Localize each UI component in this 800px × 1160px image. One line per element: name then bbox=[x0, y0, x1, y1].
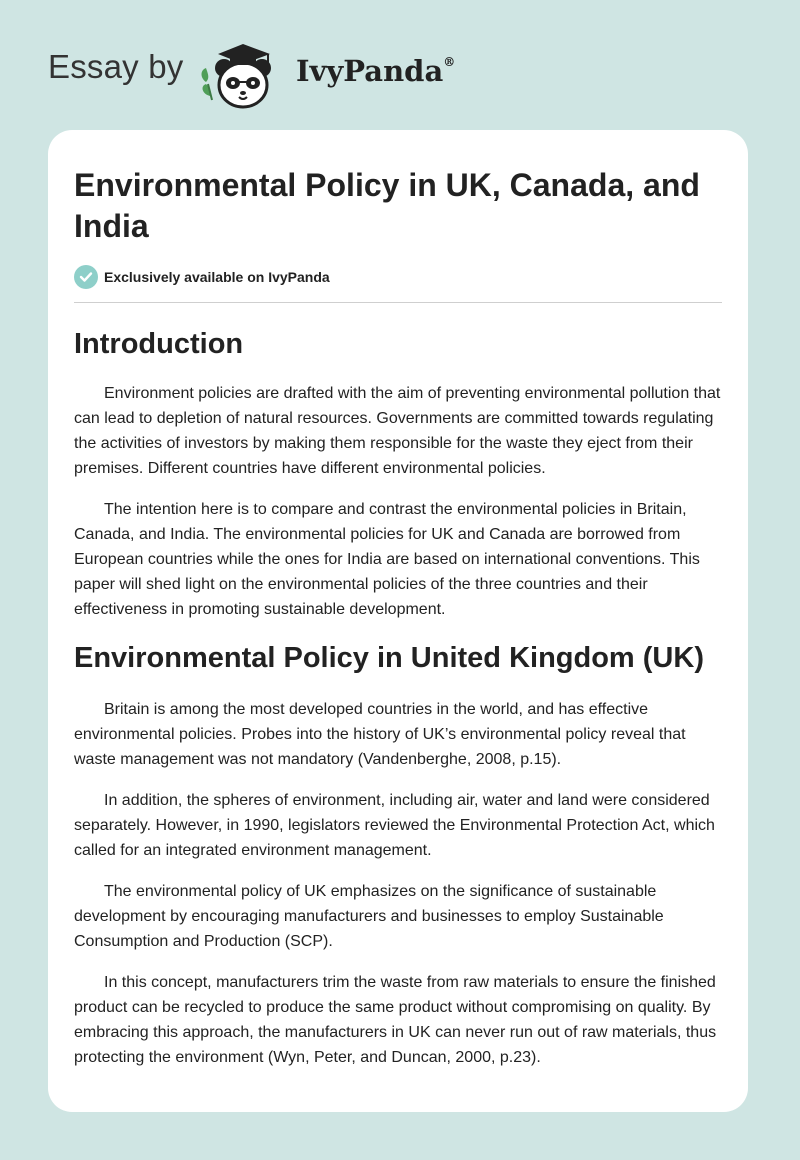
paragraph: The intention here is to compare and contrast the environmental policies in Britain, Canada, and India. The environmental policies for UK and Canada are borrowed from European countries while the ones for India are based on international conventions. This paper will shed light on the environmental policies of the three countries and their effectiveness in promoting sustainable development. bbox=[74, 501, 700, 618]
section-heading: Environmental Policy in United Kingdom (UK) bbox=[74, 642, 704, 674]
paragraph: Britain is among the most developed countries in the world, and has effective environmental policies. Probes into the history of UK’s environmental policy reveal that waste management was not mandatory (Vandenberghe, 2008, p.15). bbox=[74, 701, 686, 768]
paragraph: In this concept, manufacturers trim the waste from raw materials to ensure the finished product can be recycled to produce the same product without compromising on quality. By embracing this approach, the manufacturers in UK can never run out of raw materials, thus protecting the environment (Wyn, Peter, and Duncan, 2000, p.23). bbox=[74, 974, 717, 1066]
paragraph: The environmental policy of UK emphasizes on the significance of sustainable development by encouraging manufacturers and businesses to employ Sustainable Consumption and Production (SCP). bbox=[74, 883, 664, 950]
brand-name[interactable]: IvyPanda® bbox=[296, 54, 456, 88]
exclusive-badge-label: Exclusively available on IvyPanda bbox=[104, 269, 330, 285]
paragraph: Environment policies are drafted with the aim of preventing environmental pollution that can lead to depletion of natural resources. Governments are committed towards regulating the activities of investors by making them responsible for the waste they eject from their premises. Different countries have different environmental policies. bbox=[74, 385, 721, 477]
exclusive-badge bbox=[74, 264, 330, 290]
essay-by-label: Essay by bbox=[48, 48, 184, 85]
article-title: Environmental Policy in UK, Canada, and India bbox=[74, 167, 700, 244]
section-introduction bbox=[74, 323, 726, 622]
paragraph: In addition, the spheres of environment, including air, water and land were considered separately. However, in 1990, legislators reviewed the Environmental Protection Act, which called for an integrated environment management. bbox=[74, 792, 715, 859]
section-heading: Introduction bbox=[74, 328, 244, 360]
article-card bbox=[48, 130, 748, 1112]
ivypanda-logo-icon[interactable] bbox=[198, 38, 284, 110]
check-icon bbox=[74, 265, 98, 289]
article-body bbox=[74, 320, 726, 1070]
section-uk-policy bbox=[74, 637, 726, 1070]
divider bbox=[74, 302, 722, 303]
site-header bbox=[48, 38, 548, 108]
